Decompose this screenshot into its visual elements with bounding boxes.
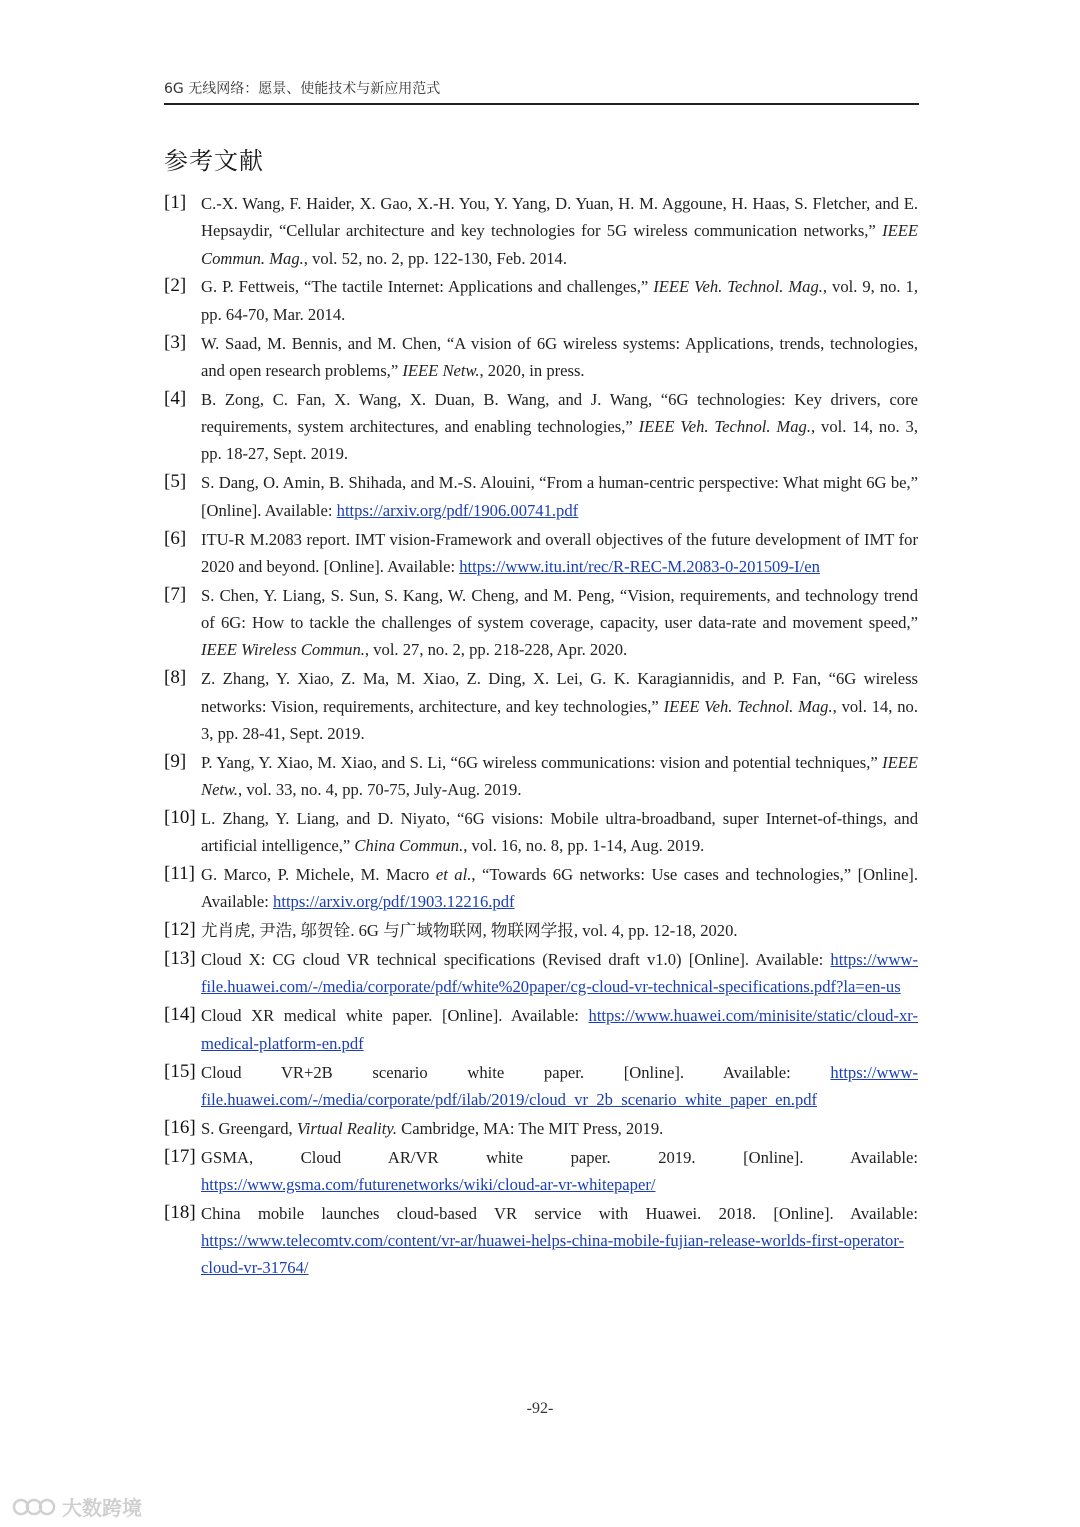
- reference-number: [14]: [164, 1004, 196, 1026]
- reference-text: Cloud XR medical white paper. [Online]. Available:: [201, 1006, 589, 1026]
- reference-text: Cambridge, MA: The MIT Press, 2019.: [397, 1118, 664, 1138]
- reference-item: [164, 1059, 918, 1114]
- reference-item: [164, 1200, 918, 1282]
- reference-item: [164, 330, 918, 385]
- watermark-logo-icon: [12, 1495, 56, 1519]
- reference-item: [164, 861, 918, 916]
- reference-text: , vol. 27, no. 2, pp. 218-228, Apr. 2020.: [364, 640, 628, 660]
- reference-text: C.-X. Wang, F. Haider, X. Gao, X.-H. You, Y. Yang, D. Yuan, H. M. Aggoune, H. Haas, S. Fletcher, and E. Hepsaydir, “Cellular architecture and key technologies for 5G wireless communication networks,”: [201, 194, 918, 241]
- reference-text: China mobile launches cloud-based VR service with Huawei. 2018. [Online]. Available:: [201, 1203, 918, 1223]
- reference-number: [17]: [164, 1145, 196, 1167]
- reference-text: , “Towards 6G networks: Use cases and technologies,” [Online]. Available:: [201, 865, 918, 912]
- reference-text: , vol. 52, no. 2, pp. 122-130, Feb. 2014.: [303, 248, 567, 268]
- reference-item: [164, 917, 918, 944]
- reference-item: [164, 582, 918, 664]
- reference-text: , vol. 14, no. 3, pp. 18-27, Sept. 2019.: [201, 417, 918, 464]
- reference-number: [9]: [164, 750, 187, 772]
- reference-journal: IEEE Netw.: [402, 360, 480, 380]
- reference-number: [15]: [164, 1060, 196, 1082]
- reference-link[interactable]: https://www.huawei.com/minisite/static/cloud-xr-medical-platform-en.pdf: [201, 1006, 918, 1053]
- reference-text: , 2020, in press.: [479, 360, 585, 380]
- reference-number: [13]: [164, 948, 196, 970]
- reference-item: [164, 1144, 918, 1199]
- reference-item: [164, 469, 918, 524]
- reference-text: Z. Zhang, Y. Xiao, Z. Ma, M. Xiao, Z. Ding, X. Lei, G. K. Karagiannidis, and P. Fan, “6G wireless networks: Vision, requirements, architecture, and key technologies,”: [201, 669, 918, 716]
- reference-link[interactable]: https://www-file.huawei.com/-/media/corporate/pdf/white%20paper/cg-cloud-vr-technical-specifications.pdf?la=en-us: [201, 950, 918, 997]
- reference-journal: IEEE Veh. Technol. Mag.: [663, 696, 833, 716]
- reference-text: P. Yang, Y. Xiao, M. Xiao, and S. Li, “6G wireless communications: vision and potential techniques,”: [201, 752, 883, 772]
- reference-item: [164, 1002, 918, 1057]
- reference-text: GSMA, Cloud AR/VR white paper. 2019. [Online]. Available:: [201, 1147, 918, 1167]
- reference-number: [4]: [164, 387, 187, 409]
- reference-link[interactable]: https://arxiv.org/pdf/1906.00741.pdf: [336, 500, 579, 520]
- reference-text: L. Zhang, Y. Liang, and D. Niyato, “6G visions: Mobile ultra-broadband, super Internet-of-things, and artificial intelligence,”: [201, 808, 918, 856]
- reference-list: [164, 190, 918, 1283]
- reference-journal: China Commun.: [354, 836, 464, 856]
- reference-text: Cloud X: CG cloud VR technical specifications (Revised draft v1.0) [Online]. Available:: [201, 950, 831, 970]
- reference-text: , vol. 33, no. 4, pp. 70-75, July-Aug. 2019.: [238, 779, 522, 799]
- watermark: [12, 1492, 142, 1521]
- reference-item: [164, 190, 918, 272]
- reference-text: S. Dang, O. Amin, B. Shihada, and M.-S. Alouini, “From a human-centric perspective: What might 6G be,” [Online]. Available:: [201, 473, 918, 520]
- reference-text: ITU-R M.2083 report. IMT vision-Framework and overall objectives of the future development of IMT for 2020 and beyond. [Online]. Available:: [201, 529, 918, 576]
- reference-item: [164, 665, 918, 747]
- reference-text: , vol. 9, no. 1, pp. 64-70, Mar. 2014.: [201, 277, 918, 324]
- reference-item: [164, 1115, 918, 1142]
- reference-number: [11]: [164, 863, 195, 885]
- section-title: 参考文献: [164, 147, 264, 175]
- reference-number: [10]: [164, 806, 196, 828]
- watermark-text: 大数跨境: [62, 1496, 142, 1520]
- reference-item: [164, 805, 918, 860]
- reference-journal: IEEE Netw.: [201, 752, 918, 799]
- reference-link[interactable]: https://www.itu.int/rec/R-REC-M.2083-0-201509-I/en: [459, 556, 820, 576]
- reference-text: , vol. 14, no. 3, pp. 28-41, Sept. 2019.: [201, 696, 918, 743]
- reference-link[interactable]: https://www.gsma.com/futurenetworks/wiki/cloud-ar-vr-whitepaper/: [201, 1174, 656, 1194]
- reference-text: Cloud VR+2B scenario white paper. [Online]. Available:: [201, 1062, 831, 1082]
- reference-number: [5]: [164, 471, 187, 493]
- reference-item: [164, 386, 918, 468]
- reference-text: G. P. Fettweis, “The tactile Internet: Applications and challenges,”: [201, 277, 654, 297]
- reference-link[interactable]: https://arxiv.org/pdf/1903.12216.pdf: [273, 892, 515, 912]
- reference-text: G. Marco, P. Michele, M. Macro: [201, 865, 436, 885]
- reference-number: [12]: [164, 919, 196, 941]
- reference-journal: IEEE Veh. Technol. Mag.: [653, 277, 823, 297]
- reference-link[interactable]: https://www.telecomtv.com/content/vr-ar/huawei-helps-china-mobile-fujian-release-worlds-first-operator-cloud-vr-31764/: [201, 1231, 905, 1278]
- reference-text: W. Saad, M. Bennis, and M. Chen, “A vision of 6G wireless systems: Applications, trends, technologies, and open research problems,”: [201, 333, 918, 380]
- reference-item: [164, 526, 918, 581]
- reference-number: [2]: [164, 275, 187, 297]
- reference-journal: et al.: [435, 865, 472, 885]
- page-header: [164, 78, 919, 105]
- reference-number: [18]: [164, 1201, 196, 1223]
- reference-item: [164, 946, 918, 1001]
- reference-text: S. Greengard,: [201, 1118, 297, 1138]
- reference-journal: IEEE Wireless Commun.: [201, 640, 365, 660]
- reference-text: B. Zong, C. Fan, X. Wang, X. Duan, B. Wang, and J. Wang, “6G technologies: Key drivers, core requirements, system architectures, and enabling technologies,”: [201, 389, 918, 437]
- reference-number: [3]: [164, 331, 187, 353]
- reference-item: [164, 273, 918, 328]
- reference-number: [1]: [164, 192, 187, 213]
- reference-number: [16]: [164, 1116, 196, 1138]
- reference-number: [6]: [164, 527, 187, 549]
- reference-journal: IEEE Commun. Mag.: [201, 221, 918, 268]
- reference-text: 尤肖虎, 尹浩, 邬贺铨. 6G 与广域物联网, 物联网学报, vol. 4, pp. 12-18, 2020.: [201, 921, 738, 941]
- reference-item: [164, 749, 918, 804]
- reference-link[interactable]: https://www-file.huawei.com/-/media/corporate/pdf/ilab/2019/cloud_vr_2b_scenario_white_paper_en.pdf: [201, 1062, 918, 1109]
- reference-text: S. Chen, Y. Liang, S. Sun, S. Kang, W. Cheng, and M. Peng, “Vision, requirements, and technology trend of 6G: How to tackle the challenges of system coverage, capacity, user data-rate and movement speed,”: [201, 585, 918, 633]
- reference-number: [7]: [164, 583, 187, 605]
- reference-number: [8]: [164, 667, 187, 689]
- reference-journal: IEEE Veh. Technol. Mag.: [638, 417, 811, 437]
- reference-journal: Virtual Reality.: [296, 1118, 398, 1138]
- reference-text: , vol. 16, no. 8, pp. 1-14, Aug. 2019.: [463, 836, 705, 856]
- page-number: -92-: [526, 1400, 554, 1417]
- header-title: 6G 无线网络：愿景、使能技术与新应用范式: [164, 81, 441, 97]
